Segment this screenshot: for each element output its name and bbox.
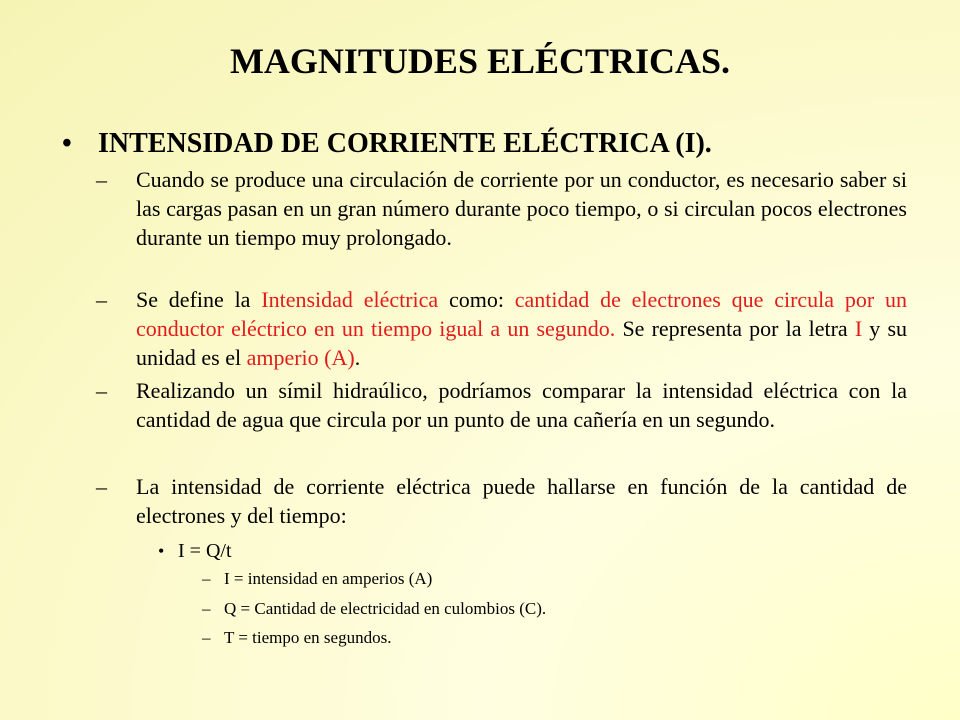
paragraph-text: Cuando se produce una circulación de corriente por un conductor, es necesario saber si las cargas pasan en un gran número durante poco tiempo, o si circulan pocos electrones durante un tiempo muy prolongado. [136, 167, 907, 250]
highlight-letter: I [854, 316, 863, 341]
definition-text: como: [438, 287, 515, 312]
paragraph-text: La intensidad de corriente eléctrica puede hallarse en función de la cantidad de electrones y del tiempo: [136, 474, 907, 528]
slide-title: MAGNITUDES ELÉCTRICAS. [229, 41, 731, 81]
formula-term [202, 626, 391, 650]
dash-mark: – [96, 287, 107, 312]
dash-mark: – [202, 569, 211, 588]
paragraph-function [96, 472, 907, 530]
term-text: I = intensidad en amperios (A) [224, 569, 433, 588]
bullet-mark: • [158, 541, 165, 561]
term-text: T = tiempo en segundos. [224, 628, 392, 647]
paragraph-definition [96, 285, 907, 372]
dash-mark: – [96, 167, 107, 192]
formula-text: I = Q/t [178, 540, 232, 562]
dash-mark: – [202, 599, 211, 618]
heading-text: INTENSIDAD DE CORRIENTE ELÉCTRICA (I). [98, 128, 712, 159]
bullet-mark: • [62, 128, 72, 159]
dash-mark: – [96, 474, 107, 499]
definition-text: Se define la [136, 287, 262, 312]
paragraph-text: Realizando un símil hidraúlico, podríamos comparar la intensidad eléctrica con la cantidad de agua que circula por un punto de una cañería en un segundo. [136, 378, 907, 432]
highlight-term: Intensidad eléctrica [261, 287, 439, 312]
term-text: Q = Cantidad de electricidad en culombios (C). [224, 599, 547, 618]
definition-text: Se representa por la letra [615, 316, 855, 341]
definition-text: . [354, 345, 361, 370]
formula-bullet [158, 537, 232, 565]
formula-term [202, 567, 432, 591]
formula-term [202, 597, 546, 621]
paragraph-text [136, 285, 907, 372]
highlight-definition: cantidad de electrones que circula por un conductor eléctrico en un tiempo igual a un segundo. [136, 287, 907, 341]
highlight-unit: amperio (A) [246, 345, 355, 370]
paragraph-circulation [96, 165, 907, 252]
dash-mark: – [202, 628, 211, 647]
dash-mark: – [96, 378, 107, 403]
definition-text: y su unidad es el [136, 316, 908, 370]
paragraph-analogy [96, 376, 907, 434]
